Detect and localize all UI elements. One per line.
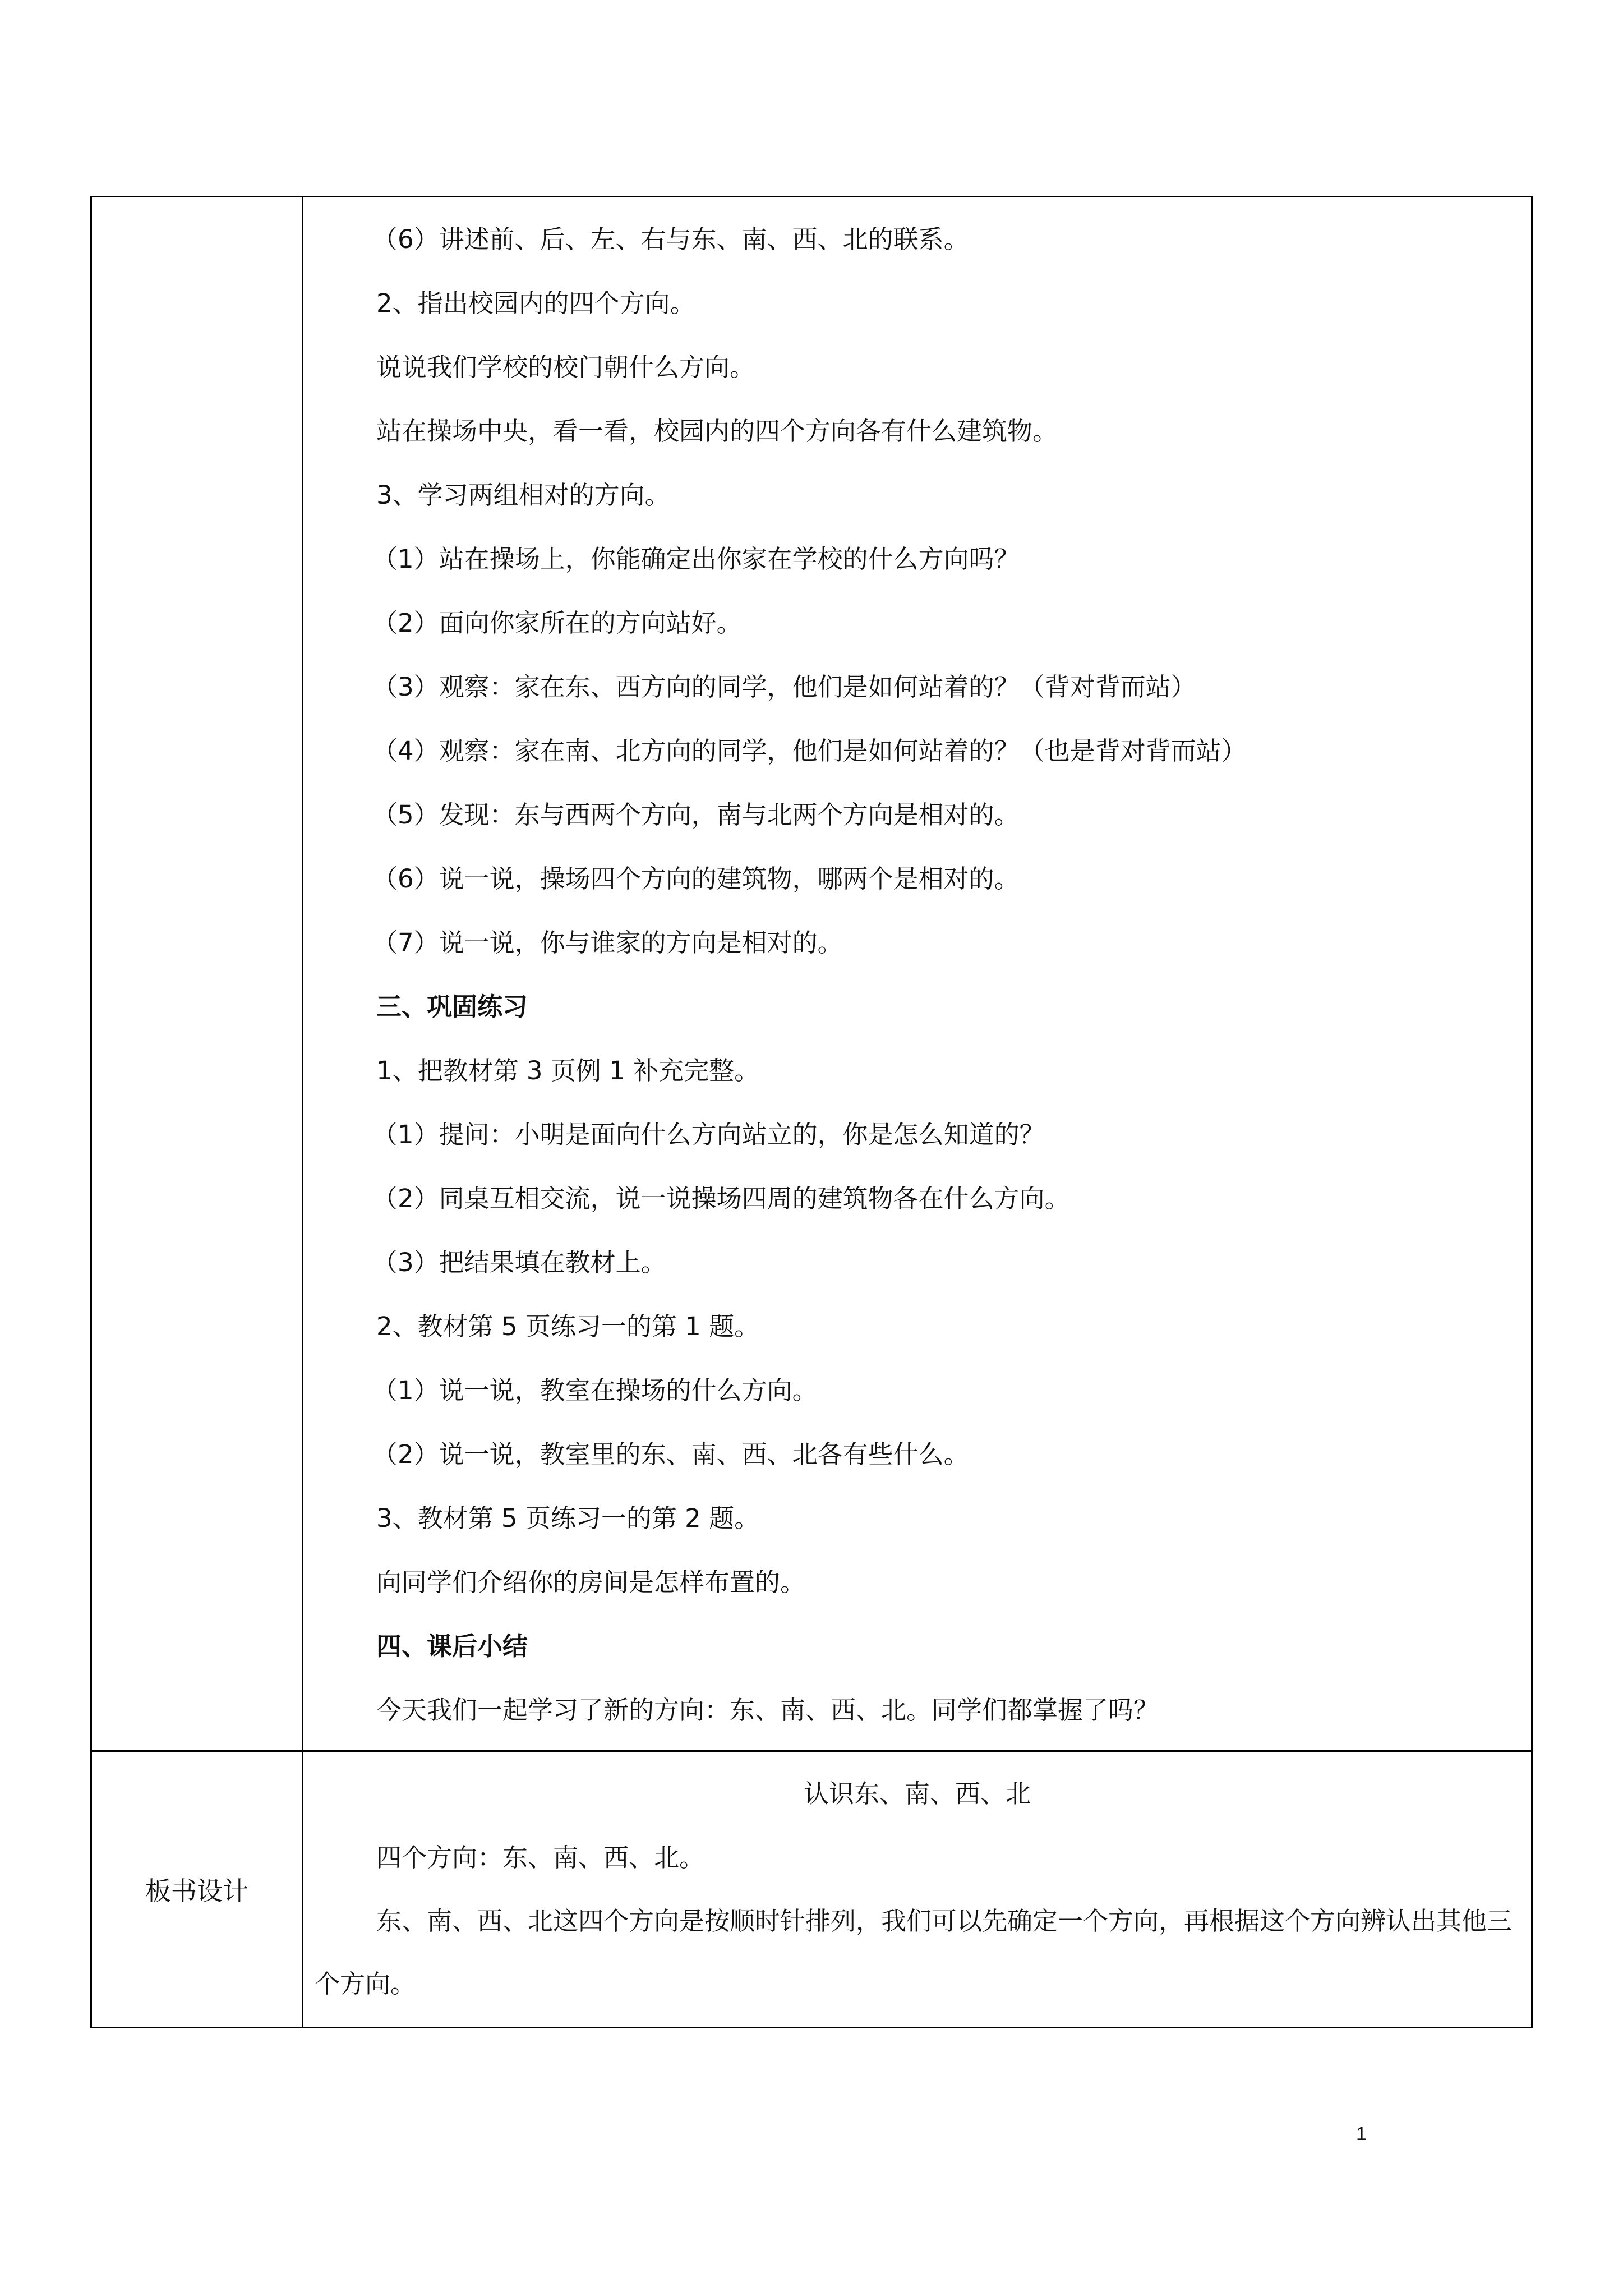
lesson-plan-table [90,196,1533,2028]
content-line: 站在操场中央，看一看，校园内的四个方向各有什么建筑物。 [376,416,1058,446]
content-line: 2、指出校园内的四个方向。 [376,288,695,318]
content-line: 向同学们介绍你的房间是怎样布置的。 [376,1567,806,1597]
lesson-content-row [91,197,1532,1751]
lesson-content-cell [303,197,1532,1751]
content-line: 3、学习两组相对的方向。 [376,480,670,510]
content-line: （1）站在操场上，你能确定出你家在学校的什么方向吗？ [372,544,1020,574]
page-number: 1 [1356,2123,1367,2145]
content-line: 3、教材第 5 页练习一的第 2 题。 [376,1503,760,1533]
section-heading: 三、巩固练习 [376,992,528,1022]
content-line: （1）说一说，教室在操场的什么方向。 [372,1375,818,1405]
board-design-row [91,1751,1532,2028]
board-design-paragraph: 东、南、西、北这四个方向是按顺时针排列，我们可以先确定一个方向，再根据这个方向辨认出其他三个方向。 [315,1906,1513,1999]
content-line: （2）说一说，教室里的东、南、西、北各有些什么。 [372,1439,969,1469]
content-line: 说说我们学校的校门朝什么方向。 [376,352,755,382]
board-design-cell [303,1751,1532,2028]
empty-label-cell [91,197,303,1751]
board-design-label: 板书设计 [91,1751,303,2028]
board-design-line: 四个方向：东、南、西、北。 [376,1843,705,1872]
section-heading: 四、课后小结 [376,1631,528,1661]
content-line: （6）说一说，操场四个方向的建筑物，哪两个是相对的。 [372,864,1020,894]
content-line: （6）讲述前、后、左、右与东、南、西、北的联系。 [372,224,969,254]
content-line: 1、把教材第 3 页例 1 补充完整。 [376,1056,760,1085]
board-design-title: 认识东、南、西、北 [803,1779,1031,1809]
content-line: 今天我们一起学习了新的方向：东、南、西、北。同学们都掌握了吗？ [376,1695,1159,1725]
content-line: （5）发现：东与西两个方向，南与北两个方向是相对的。 [372,800,1020,830]
content-line: （3）把结果填在教材上。 [372,1248,666,1277]
content-line: （4）观察：家在南、北方向的同学，他们是如何站着的？（也是背对背而站） [372,736,1247,766]
content-line: （2）同桌互相交流，说一说操场四周的建筑物各在什么方向。 [372,1184,1070,1213]
content-line: （3）观察：家在东、西方向的同学，他们是如何站着的？（背对背而站） [372,672,1196,702]
content-line: （2）面向你家所在的方向站好。 [372,608,742,638]
content-line: （7）说一说，你与谁家的方向是相对的。 [372,928,843,958]
lesson-content-text [303,197,1531,1750]
content-line: 2、教材第 5 页练习一的第 1 题。 [376,1312,760,1341]
content-line: （1）提问：小明是面向什么方向站立的，你是怎么知道的？ [372,1120,1045,1149]
